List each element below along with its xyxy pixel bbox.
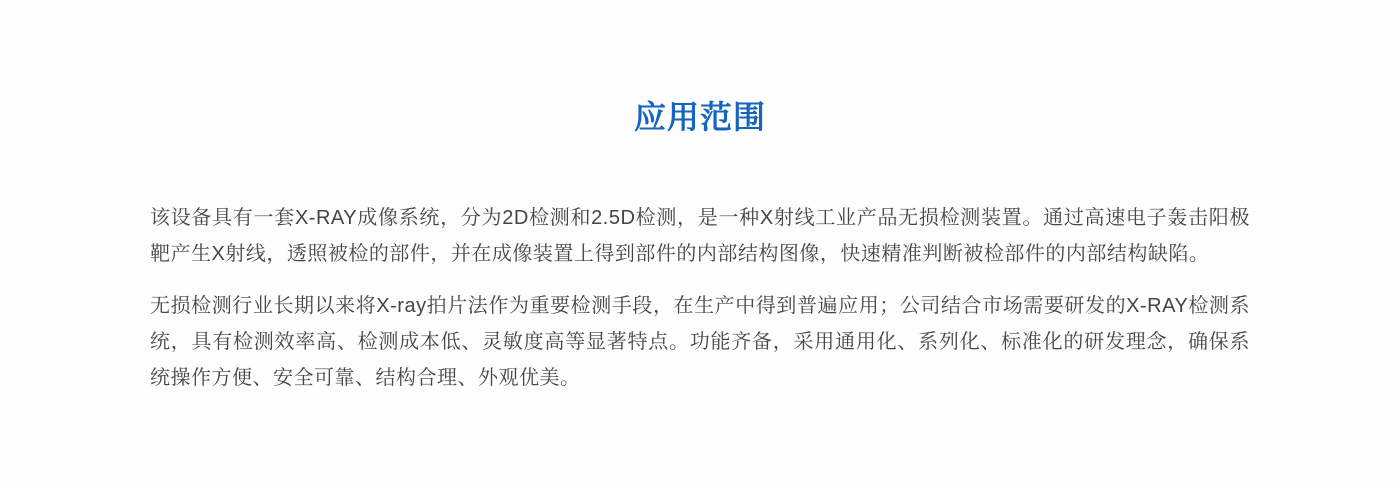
body-paragraph-2: 无损检测行业长期以来将X-ray拍片法作为重要检测手段，在生产中得到普遍应用；公司结合市场需要研发的X-RAY检测系统，具有检测效率高、检测成本低、灵敏度高等显著特点。功能齐备，采用通用化、系列化、标准化的研发理念，确保系统操作方便、安全可靠、结构合理、外观优美。 [150,295,1250,389]
application-scope-section [150,0,1250,396]
page-title: 应用范围 [633,99,766,135]
body-paragraph-1: 该设备具有一套X-RAY成像系统，分为2D检测和2.5D检测，是一种X射线工业产品无损检测装置。通过高速电子轰击阳极靶产生X射线，透照被检的部件，并在成像装置上得到部件的内部结构图像，快速精准判断被检部件的内部结构缺陷。 [150,207,1250,265]
section-body [150,200,1250,396]
